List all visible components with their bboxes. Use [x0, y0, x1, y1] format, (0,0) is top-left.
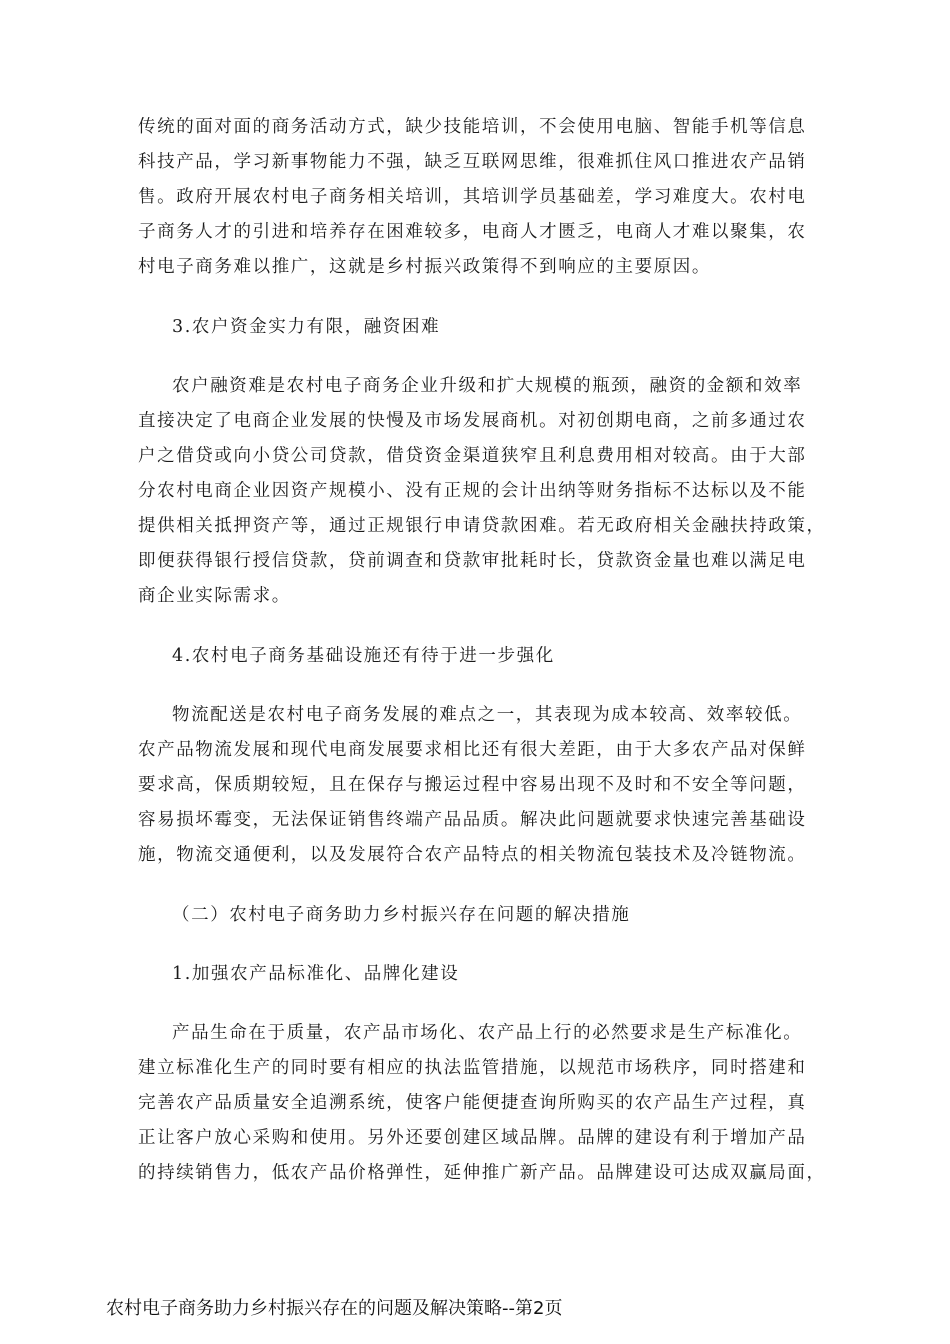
section-heading: 4.农村电子商务基础设施还有待于进一步强化	[172, 646, 555, 666]
paragraph-line: 科技产品，学习新事物能力不强，缺乏互联网思维，很难抓住风口推进农产品销	[138, 152, 807, 172]
paragraph-line: 户之借贷或向小贷公司贷款，借贷资金渠道狭窄且利息费用相对较高。由于大部	[138, 446, 807, 466]
paragraph-line: 完善农产品质量安全追溯系统，使客户能便捷查询所购买的农产品生产过程，真	[138, 1093, 807, 1113]
paragraph-line: 产品生命在于质量，农产品市场化、农产品上行的必然要求是生产标准化。	[172, 1023, 803, 1043]
paragraph-line: 物流配送是农村电子商务发展的难点之一，其表现为成本较高、效率较低。	[172, 705, 803, 725]
paragraph-line: 传统的面对面的商务活动方式，缺少技能培训，不会使用电脑、智能手机等信息	[138, 117, 807, 137]
paragraph-line: 商企业实际需求。	[138, 586, 291, 606]
paragraph-line: 即便获得银行授信贷款，贷前调查和贷款审批耗时长，贷款资金量也难以满足电	[138, 551, 807, 571]
paragraph-line: 农产品物流发展和现代电商发展要求相比还有很大差距，由于大多农产品对保鲜	[138, 740, 807, 760]
section-heading: 3.农户资金实力有限，融资困难	[172, 317, 441, 337]
paragraph-line: 施，物流交通便利，以及发展符合农产品特点的相关物流包装技术及冷链物流。	[138, 845, 807, 865]
paragraph-line: 提供相关抵押资产等，通过正规银行申请贷款困难。若无政府相关金融扶持政策，	[138, 516, 826, 536]
section-heading: （二）农村电子商务助力乡村振兴存在问题的解决措施	[172, 905, 631, 925]
paragraph-line: 村电子商务难以推广，这就是乡村振兴政策得不到响应的主要原因。	[138, 257, 711, 277]
page-footer: 农村电子商务助力乡村振兴存在的问题及解决策略--第2页	[106, 1298, 563, 1319]
paragraph-line: 的持续销售力，低农产品价格弹性，延伸推广新产品。品牌建设可达成双赢局面，	[138, 1163, 826, 1183]
paragraph-line: 容易损坏霉变，无法保证销售终端产品品质。解决此问题就要求快速完善基础设	[138, 810, 807, 830]
paragraph-line: 分农村电商企业因资产规模小、没有正规的会计出纳等财务指标不达标以及不能	[138, 481, 807, 501]
paragraph-line: 正让客户放心采购和使用。另外还要创建区域品牌。品牌的建设有利于增加产品	[138, 1128, 807, 1148]
section-heading: 1.加强农产品标准化、品牌化建设	[172, 964, 460, 984]
paragraph-line: 建立标准化生产的同时要有相应的执法监管措施，以规范市场秩序，同时搭建和	[138, 1058, 807, 1078]
paragraph-line: 农户融资难是农村电子商务企业升级和扩大规模的瓶颈，融资的金额和效率	[172, 376, 803, 396]
paragraph-line: 要求高，保质期较短，且在保存与搬运过程中容易出现不及时和不安全等问题，	[138, 775, 807, 795]
paragraph-line: 直接决定了电商企业发展的快慢及市场发展商机。对初创期电商，之前多通过农	[138, 411, 807, 431]
paragraph-line: 售。政府开展农村电子商务相关培训，其培训学员基础差，学习难度大。农村电	[138, 187, 807, 207]
paragraph-line: 子商务人才的引进和培养存在困难较多，电商人才匮乏，电商人才难以聚集，农	[138, 222, 807, 242]
